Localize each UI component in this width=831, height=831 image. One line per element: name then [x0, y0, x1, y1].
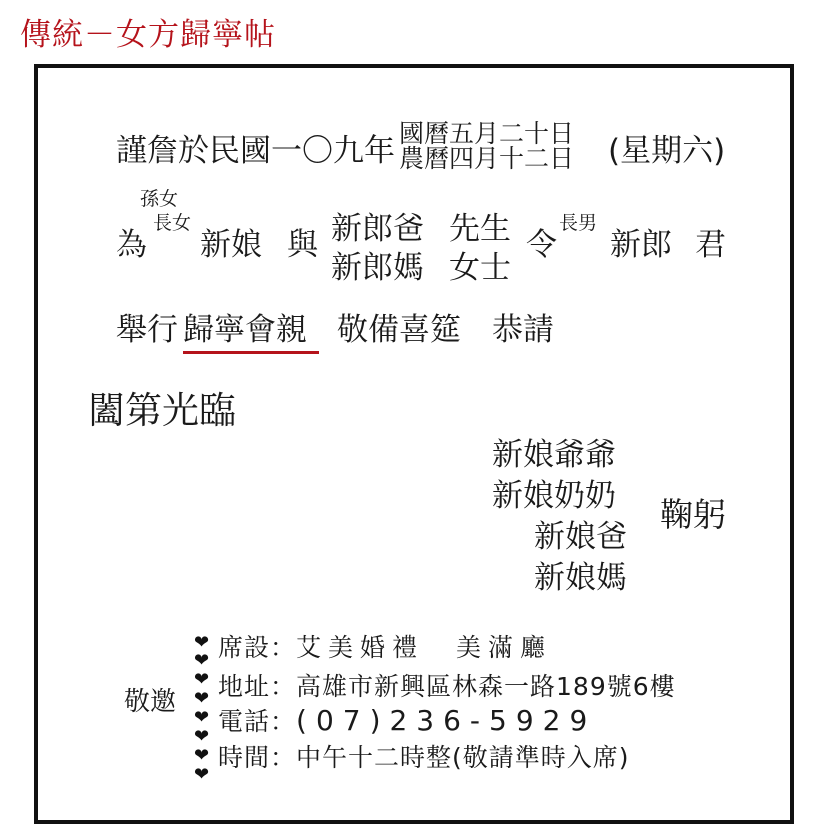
groom-dad: 新郎爸	[331, 211, 424, 247]
banquet-text: 敬備喜筵 恭請	[337, 312, 554, 348]
jun-text: 君	[695, 227, 726, 263]
gui-ning-hui-qin: 歸寧會親	[183, 312, 307, 348]
heart-icon: ❤	[194, 688, 210, 709]
phone-value: (07)236-5929	[296, 704, 597, 737]
phone-label: 電話：	[218, 707, 297, 736]
heart-icon: ❤	[194, 669, 210, 690]
date-prefix: 謹詹於民國一〇九年	[116, 133, 395, 169]
heart-icon: ❤	[194, 726, 210, 747]
sup-eldest-son: 長男	[559, 212, 598, 234]
address-value: 高雄市新興區林森一路189號6樓	[296, 672, 676, 701]
address-row	[218, 674, 676, 699]
solar-date: 國曆五月二十日	[399, 119, 575, 148]
heart-icon: ❤	[194, 632, 210, 653]
venue-label: 席設：	[218, 633, 297, 662]
ling-text: 令	[526, 227, 557, 263]
host-grandpa: 新娘爺爺	[492, 437, 616, 473]
address-label: 地址：	[218, 672, 297, 701]
calendar-dates	[399, 121, 574, 171]
sup-granddaughter: 孫女	[140, 188, 179, 210]
host-mom: 新娘媽	[534, 560, 627, 596]
venue-row	[218, 635, 552, 660]
honorifics	[449, 210, 511, 288]
time-value: 中午十二時整(敬請準時入席)	[296, 743, 630, 772]
lunar-date: 農曆四月十二日	[399, 144, 575, 173]
venue-value: 艾美婚禮 美滿廳	[296, 633, 553, 662]
heart-icon: ❤	[194, 707, 210, 728]
closing-phrase: 闔第光臨	[88, 389, 236, 432]
time-label: 時間：	[218, 743, 297, 772]
time-row	[218, 745, 630, 770]
heart-icon: ❤	[194, 764, 210, 785]
honorific-mr: 先生	[449, 211, 511, 247]
groom-parents	[331, 210, 424, 288]
groom-label: 新郎	[610, 227, 672, 263]
bow-text: 鞠躬	[660, 495, 726, 534]
ju-xing: 舉行	[116, 312, 178, 348]
accent-underline	[183, 351, 319, 354]
phone-row	[218, 704, 597, 737]
heart-icon: ❤	[194, 745, 210, 766]
weekday: (星期六)	[608, 133, 726, 169]
honorific-mrs: 女士	[449, 249, 511, 286]
wei-text: 為	[116, 227, 147, 263]
and-text: 與	[287, 227, 318, 263]
bride-label: 新娘	[200, 227, 262, 263]
host-dad: 新娘爸	[534, 519, 627, 555]
page-title: 傳統－女方歸寧帖	[20, 17, 276, 53]
groom-mom: 新郎媽	[331, 249, 424, 286]
host-grandma: 新娘奶奶	[492, 478, 616, 514]
sup-eldest-daughter: 長女	[153, 212, 192, 234]
heart-icon: ❤	[194, 650, 210, 671]
invite-label: 敬邀	[124, 687, 177, 717]
